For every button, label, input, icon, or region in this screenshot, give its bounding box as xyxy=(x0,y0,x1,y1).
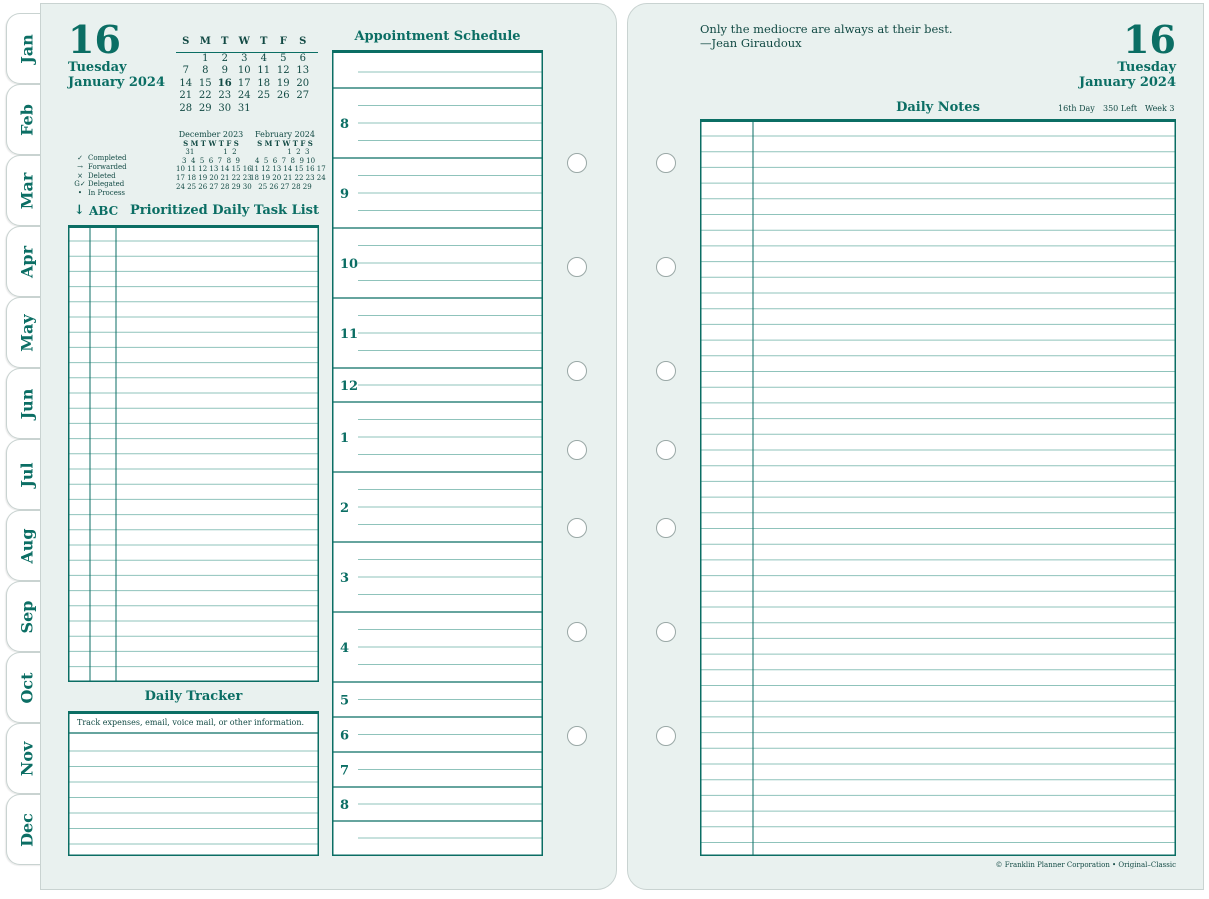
month-tab-label: May xyxy=(17,313,36,352)
mini-calendar-week: 1 2 3 xyxy=(260,148,310,157)
month-tab-label: Apr xyxy=(17,245,36,278)
daily-notes-title: Daily Notes xyxy=(896,100,980,115)
mini-calendar-week: 17 18 19 20 21 22 23 xyxy=(176,173,252,182)
binder-hole xyxy=(656,518,676,538)
legend-label: Deleted xyxy=(88,171,116,180)
legend-item xyxy=(72,163,127,172)
legend-item xyxy=(72,154,127,163)
appointment-hour-label: 10 xyxy=(340,257,359,272)
appointment-hour-label: 9 xyxy=(340,187,350,202)
calendar-day[interactable]: 29 xyxy=(198,102,212,114)
month-tab-label: Nov xyxy=(17,741,36,776)
calendar-day[interactable]: 4 xyxy=(260,53,267,64)
calendar-day[interactable]: 26 xyxy=(276,90,290,102)
week-number: Week 3 xyxy=(1145,104,1175,113)
calendar-day[interactable] xyxy=(176,53,196,65)
calendar-day[interactable]: 23 xyxy=(218,90,232,102)
binder-hole xyxy=(567,622,587,642)
legend-symbol: ✓ xyxy=(77,154,83,162)
daily-notes-lines xyxy=(700,119,1176,856)
appointment-hour-label: 8 xyxy=(340,117,350,132)
legend-label: Delegated xyxy=(88,180,125,189)
calendar-day[interactable]: 13 xyxy=(296,65,310,77)
task-abc-label: ABC xyxy=(89,204,119,218)
calendar-weekday-header: M xyxy=(199,36,211,47)
next-month-calendar xyxy=(250,130,326,191)
next-month-title: February 2024 xyxy=(255,130,315,139)
status-legend xyxy=(72,154,127,198)
binder-hole xyxy=(567,361,587,381)
prev-month-headers: S M T W T F S xyxy=(183,138,239,148)
calendar-day[interactable]: 6 xyxy=(299,53,306,64)
tracker-lines xyxy=(68,711,319,856)
calendar-day[interactable]: 5 xyxy=(280,53,287,64)
left-weekday: Tuesday xyxy=(68,60,127,75)
left-month-year: January 2024 xyxy=(68,75,166,90)
binder-hole xyxy=(567,440,587,460)
tracker-area xyxy=(68,711,319,856)
binder-hole xyxy=(656,361,676,381)
calendar-divider xyxy=(176,52,318,53)
month-tab-label: Jul xyxy=(17,461,36,488)
tracker-title: Daily Tracker xyxy=(144,689,243,704)
appointment-hour-label: 2 xyxy=(340,501,350,516)
mini-calendar-week: 25 26 27 28 29 xyxy=(258,182,312,191)
month-tab-label: Dec xyxy=(17,812,36,847)
month-tab-label: Sep xyxy=(17,600,36,633)
calendar-day[interactable]: 25 xyxy=(257,90,271,102)
calendar-day[interactable]: 10 xyxy=(237,65,251,77)
legend-item xyxy=(72,180,127,189)
calendar-day[interactable]: 3 xyxy=(241,53,248,64)
tracker-note: Track expenses, email, voice mail, or other information. xyxy=(77,718,305,727)
calendar-day[interactable]: 8 xyxy=(202,65,209,77)
task-list-area xyxy=(68,225,319,682)
calendar-weekday-header: S xyxy=(182,36,190,47)
calendar-day[interactable]: 28 xyxy=(179,102,193,114)
calendar-day[interactable]: 17 xyxy=(237,77,251,89)
calendar-weekday-header: T xyxy=(221,36,229,47)
binder-hole xyxy=(656,153,676,173)
daily-notes-area xyxy=(700,119,1176,856)
binder-hole xyxy=(656,622,676,642)
legend-symbol: × xyxy=(77,171,83,180)
left-day-number: 16 xyxy=(68,17,121,62)
calendar-day[interactable]: 27 xyxy=(296,90,310,102)
calendar-day[interactable]: 30 xyxy=(218,102,232,114)
calendar-day[interactable]: 12 xyxy=(276,65,290,77)
calendar-weekday-header: F xyxy=(279,36,287,47)
mini-calendar-week: 10 11 12 13 14 15 16 xyxy=(176,165,252,174)
binder-hole xyxy=(656,257,676,277)
appointment-hour-label: 4 xyxy=(340,641,350,656)
task-sort-arrow: ↓ xyxy=(74,203,85,218)
month-tab-label: Oct xyxy=(17,671,36,704)
legend-label: Forwarded xyxy=(88,162,127,171)
binder-hole xyxy=(567,257,587,277)
calendar-day[interactable] xyxy=(254,103,274,115)
prev-month-title: December 2023 xyxy=(178,130,244,139)
binder-hole xyxy=(656,726,676,746)
mini-calendar-week: 24 25 26 27 28 29 30 xyxy=(176,182,252,191)
binder-hole xyxy=(567,518,587,538)
calendar-weekday-header: W xyxy=(238,36,250,47)
appointment-schedule xyxy=(332,50,543,856)
calendar-day[interactable]: 16 xyxy=(217,77,232,89)
appointment-hour-label: 6 xyxy=(340,728,350,744)
calendar-day[interactable]: 7 xyxy=(182,65,189,77)
binder-hole xyxy=(567,153,587,173)
legend-item xyxy=(72,172,127,181)
appointment-hour-label: 3 xyxy=(340,571,350,586)
appointment-hour-label: 5 xyxy=(340,693,350,709)
day-of-year: 16th Day xyxy=(1058,104,1095,113)
appointment-hour-label: 1 xyxy=(340,431,350,446)
legend-label: Completed xyxy=(88,154,127,162)
appointment-hour-label: 7 xyxy=(340,763,350,779)
calendar-day[interactable]: 14 xyxy=(179,77,193,89)
calendar-day[interactable]: 2 xyxy=(221,53,228,64)
calendar-day[interactable]: 18 xyxy=(257,77,271,89)
calendar-weekday-header: S xyxy=(299,36,307,47)
binder-hole xyxy=(567,726,587,746)
mini-calendar-week: 3 4 5 6 7 8 9 xyxy=(182,156,240,165)
legend-symbol: • xyxy=(77,189,83,198)
appointment-hour-label: 12 xyxy=(340,379,359,394)
mini-calendar-week: 11 12 13 14 15 16 17 xyxy=(250,165,326,174)
month-tab-label: Jun xyxy=(17,388,36,419)
calendar-day[interactable]: 15 xyxy=(198,77,212,89)
calendar-day[interactable]: 9 xyxy=(221,65,228,77)
appointment-hour-label: 11 xyxy=(340,327,359,342)
month-tab-label: Aug xyxy=(17,527,36,564)
prev-month-calendar xyxy=(176,130,252,191)
month-tab-label: Feb xyxy=(17,103,36,136)
calendar-day[interactable]: 31 xyxy=(237,102,251,114)
mini-calendar-week: 4 5 6 7 8 9 10 xyxy=(254,156,316,165)
next-month-headers: S M T W T F S xyxy=(257,138,313,148)
month-calendar xyxy=(176,36,313,115)
calendar-day[interactable]: 22 xyxy=(198,90,212,102)
right-day-number: 16 xyxy=(1123,17,1176,62)
right-month-year: January 2024 xyxy=(1078,75,1176,90)
calendar-day[interactable]: 20 xyxy=(296,77,310,89)
right-weekday: Tuesday xyxy=(1117,60,1176,75)
calendar-weekday-header: T xyxy=(260,36,268,47)
calendar-day[interactable]: 24 xyxy=(237,90,251,102)
legend-item xyxy=(72,189,127,198)
calendar-day[interactable]: 11 xyxy=(257,65,271,77)
copyright-footer: © Franklin Planner Corporation • Original–Classic xyxy=(995,861,1176,869)
daily-quote: Only the mediocre are always at their best. xyxy=(700,22,953,36)
month-tab-label: Jan xyxy=(17,33,36,64)
calendar-day[interactable] xyxy=(293,103,313,115)
calendar-day[interactable]: 19 xyxy=(276,77,290,89)
legend-label: In Process xyxy=(88,189,126,198)
appointment-hour-label: 8 xyxy=(340,798,350,813)
appointment-title: Appointment Schedule xyxy=(354,29,521,44)
calendar-day[interactable] xyxy=(274,103,294,115)
days-left: 350 Left xyxy=(1103,104,1138,113)
mini-calendar-week: 18 19 20 21 22 23 24 xyxy=(250,173,326,182)
mini-calendar-week: 31 1 2 xyxy=(185,148,237,157)
binder-hole xyxy=(656,440,676,460)
quote-author: —Jean Giraudoux xyxy=(700,36,802,50)
task-list-lines xyxy=(68,225,319,682)
legend-symbol: → xyxy=(77,162,83,171)
legend-symbol: G✓ xyxy=(74,180,86,189)
task-list-title: Prioritized Daily Task List xyxy=(130,203,319,218)
appointment-lines xyxy=(332,50,543,856)
calendar-day[interactable]: 21 xyxy=(179,90,193,102)
month-tab-label: Mar xyxy=(17,172,36,209)
calendar-day[interactable]: 1 xyxy=(202,53,209,64)
